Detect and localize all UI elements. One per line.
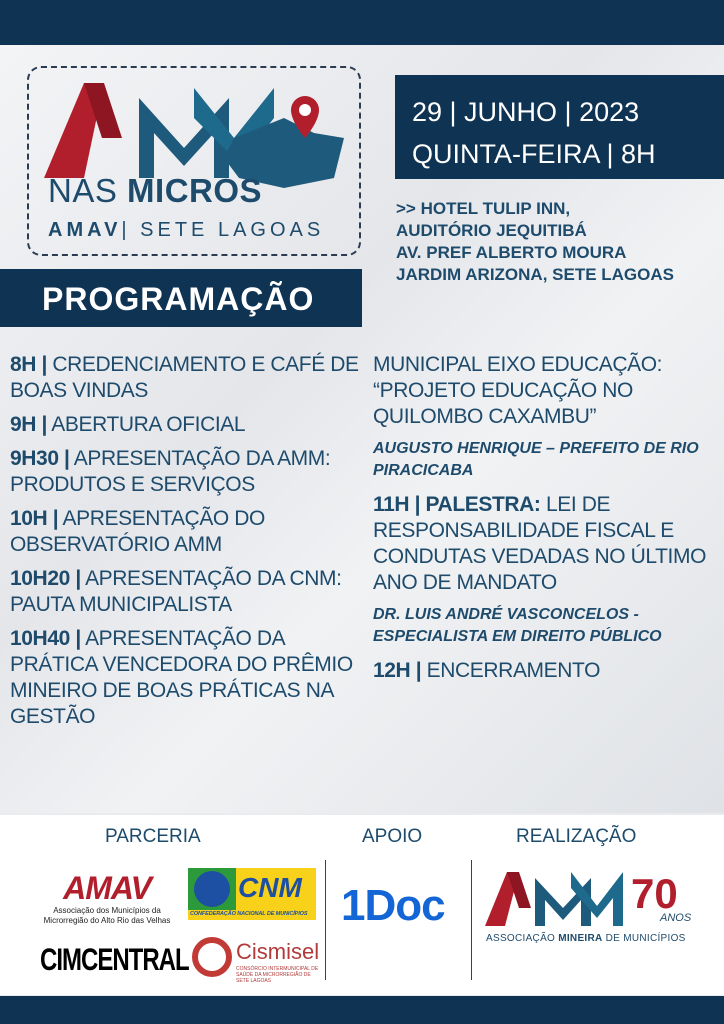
1doc-logo: 1Doc bbox=[341, 881, 445, 930]
date-box bbox=[395, 75, 724, 179]
divider bbox=[325, 860, 326, 980]
address-line: JARDIM ARIZONA, SETE LAGOAS bbox=[396, 265, 674, 284]
cismisel-logo: Cismisel CONSÓRCIO INTERMUNICIPAL DE SAÚDE DA MICRORREGIÃO DE SETE LAGOAS bbox=[192, 935, 322, 985]
parceria-heading: PARCERIA bbox=[105, 826, 201, 847]
event-logo-line1: NAS MICROS bbox=[48, 172, 263, 209]
speaker: DR. LUIS ANDRÉ VASCONCELOS - ESPECIALISTA EM DIREITO PÚBLICO bbox=[373, 606, 662, 645]
schedule-item: 9H30 | APRESENTAÇÃO DA AMM: PRODUTOS E SERVIÇOS bbox=[10, 447, 331, 496]
schedule-item: 9H | ABERTURA OFICIAL bbox=[10, 413, 246, 436]
amav-logo: AMAV Associação dos Municípios da Microrregião do Alto Rio das Velhas bbox=[43, 870, 171, 925]
amm-subtitle: ASSOCIAÇÃO MINEIRA DE MUNICÍPIOS bbox=[486, 933, 686, 944]
date-line: 29 | JUNHO | 2023 bbox=[412, 97, 640, 127]
top-bar bbox=[0, 0, 724, 45]
venue-address bbox=[396, 198, 674, 286]
anos-label: ANOS bbox=[660, 912, 692, 924]
schedule-right-column bbox=[373, 352, 721, 692]
address-line: AUDITÓRIO JEQUITIBÁ bbox=[396, 221, 587, 240]
cimcentral-logo: CIMCENTRAL bbox=[40, 942, 189, 978]
schedule-item: 10H20 | APRESENTAÇÃO DA CNM: PAUTA MUNICIPALISTA bbox=[10, 567, 342, 616]
address-line: >> HOTEL TULIP INN, bbox=[396, 199, 571, 218]
schedule-item: 8H | CREDENCIAMENTO E CAFÉ DE BOAS VINDAS bbox=[10, 353, 359, 402]
divider bbox=[471, 860, 472, 980]
address-line: AV. PREF ALBERTO MOURA bbox=[396, 243, 627, 262]
schedule-item: 12H | ENCERRAMENTO bbox=[373, 659, 600, 682]
schedule-left-column bbox=[10, 352, 370, 738]
section-title: PROGRAMAÇÃO bbox=[0, 269, 362, 327]
realizacao-heading: REALIZAÇÃO bbox=[516, 826, 637, 847]
bottom-bar bbox=[0, 996, 724, 1024]
apoio-heading: APOIO bbox=[362, 826, 423, 847]
seventy-label: 70 bbox=[631, 870, 678, 917]
schedule-item: 10H | APRESENTAÇÃO DO OBSERVATÓRIO AMM bbox=[10, 507, 265, 556]
cnm-logo: CNM CONFEDERAÇÃO NACIONAL DE MUNICÍPIOS bbox=[188, 868, 316, 920]
speaker: AUGUSTO HENRIQUE – PREFEITO DE RIO PIRACICABA bbox=[373, 440, 699, 479]
event-logo-line2: AMAV| SETE LAGOAS bbox=[48, 219, 325, 241]
schedule-continuation: MUNICIPAL EIXO EDUCAÇÃO: “PROJETO EDUCAÇÃO NO QUILOMBO CAXAMBU” bbox=[373, 353, 663, 428]
schedule-item: 10H40 | APRESENTAÇÃO DA PRÁTICA VENCEDORA DO PRÊMIO MINEIRO DE BOAS PRÁTICAS NA GESTÃO bbox=[10, 627, 353, 728]
schedule-item: 11H | PALESTRA: LEI DE RESPONSABILIDADE FISCAL E CONDUTAS VEDADAS NO ÚLTIMO ANO DE MANDATO bbox=[373, 493, 707, 594]
weekday-time-line: QUINTA-FEIRA | 8H bbox=[412, 139, 656, 169]
